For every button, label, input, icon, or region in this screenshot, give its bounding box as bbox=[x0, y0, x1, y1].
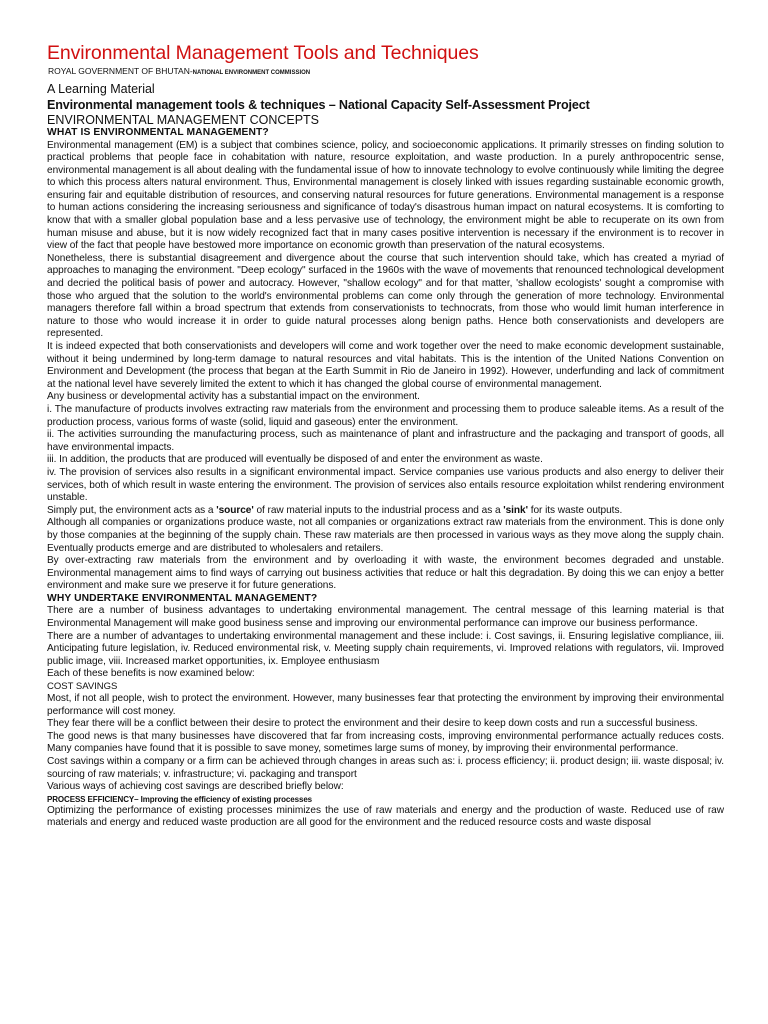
paragraph: Various ways of achieving cost savings are described briefly below: bbox=[47, 781, 344, 793]
text-run: for its waste outputs. bbox=[527, 504, 623, 516]
paragraph-source-sink bbox=[47, 505, 724, 518]
organization-line bbox=[48, 66, 724, 79]
paragraph: Cost savings within a company or a firm can be achieved through changes in areas such as: i. process efficiency; ii. product design; iii. waste disposal; iv. sourcing of raw materials; v. infrastructure; vi. packaging and transport bbox=[47, 755, 724, 780]
learning-material-label: A Learning Material bbox=[47, 82, 155, 96]
heading-cost-savings: COST SAVINGS bbox=[47, 680, 118, 692]
text-run: of raw material inputs to the industrial process and as a bbox=[253, 504, 504, 516]
paragraph: Although all companies or organizations produce waste, not all companies or organizations extract raw materials from the environment. This is done only by those companies at the beginning of the supply chain. These raw materials are then processed in various ways as they move along the supply chain. Eventually products emerge and are distributed to wholesalers and retailers. bbox=[47, 517, 724, 554]
paragraph: Most, if not all people, wish to protect the environment. However, many businesses fear that protecting the environment by improving their environmental performance will cost money. bbox=[47, 692, 724, 717]
paragraph: There are a number of business advantages to undertaking environmental management. The central message of this learning material is that Environmental Management will make good business sense and improving our environmental performance can improve our business performance. bbox=[47, 605, 724, 629]
paragraph: It is indeed expected that both conservationists and developers will come and work together over the need to make economic development sustainable, without it being undermined by long-term damage to natural resources and vital habitats. This is the intention of the United Nations Convention on Environment and Development (the process that began at the Earth Summit in Rio de Janeiro in 1992). However, underfunding and lack of commitment at the national level have severely limited the extent to which it has changed the global course of environmental management. bbox=[47, 341, 724, 390]
paragraph: They fear there will be a conflict between their desire to protect the environment and their desire to keep down costs and run a successful business. bbox=[47, 718, 698, 730]
paragraph: Nonetheless, there is substantial disagreement and divergence about the course that such intervention should take, which has created a myriad of approaches to managing the environment. "Deep ecology" surfaced in the 1960s with the wave of movements that renounced technological development and decried the political basis of power and autocracy. However, "shallow ecology" and for that matter, 'shallow ecologists' sought a compromise with those who argued that the solution to the world's environmental problems can come only through the generation of more technology. Environmental managers therefore fall within a broad spectrum that extends from conservationists to technocrats, from those who would limit human interference in nature to those who would increase it in order to guide natural processes along benign paths. Hence both conservationists and developers are represented. bbox=[47, 252, 724, 340]
subheading-tail: – Improving the efficiency of existing processes bbox=[134, 794, 313, 804]
heading-process-efficiency bbox=[47, 794, 724, 805]
document-title: Environmental Management Tools and Techniques bbox=[47, 42, 479, 64]
org-commission: NATIONAL ENVIRONMENT COMMISSION bbox=[192, 70, 311, 76]
heading-why-undertake: WHY UNDERTAKE ENVIRONMENTAL MANAGEMENT? bbox=[47, 592, 318, 604]
list-item: ii. The activities surrounding the manufacturing process, such as maintenance of plant and infrastructure and the packaging and transport of goods, all have environmental impacts. bbox=[47, 429, 724, 453]
list-item: iv. The provision of services also results in a significant environmental impact. Service companies use various products and also energy to deliver their services, both of which result in waste entering the environment. The provision of services also entails resource exploitation whilst rendering environment unstable. bbox=[47, 466, 724, 504]
text-run: Simply put, the environment acts as a bbox=[47, 504, 217, 516]
section-title: ENVIRONMENTAL MANAGEMENT CONCEPTS bbox=[47, 113, 320, 127]
heading-what-is-em: WHAT IS ENVIRONMENTAL MANAGEMENT? bbox=[47, 127, 269, 138]
paragraph: The good news is that many businesses have discovered that far from increasing costs, improving environmental performance actually reduces costs. Many companies have found that it is possible to save money, sometimes large sums of money, by improving their environmental performance. bbox=[47, 730, 724, 755]
subheading-label: PROCESS EFFICIENCY bbox=[47, 794, 135, 804]
paragraph: There are a number of advantages to undertaking environmental management and these include: i. Cost savings, ii. Ensuring legislative compliance, iii. Anticipating future legislation, iv. Reduced environmental risk, v. Meeting supply chain requirements, vi. Improved relations with regulators, vii. Improved public image, viii. Increased market opportunities, ix. Employee enthusiasm bbox=[47, 630, 724, 667]
paragraph: By over-extracting raw materials from the environment and by overloading it with waste, the environment becomes degraded and unstable. Environmental management aims to find ways of carrying out business activities that reduce or halt this degradation. By doing this we can enjoy a better environment and make sure we preserve it for future generations. bbox=[47, 555, 724, 592]
paragraph: Each of these benefits is now examined below: bbox=[47, 668, 255, 680]
source-term: 'source' bbox=[216, 504, 254, 516]
paragraph: Optimizing the performance of existing processes minimizes the use of raw materials and energy and the production of waste. Reduced use of raw materials and energy and reduced waste production are all good for the environment and the reduced resource costs and waste disposal bbox=[47, 804, 724, 829]
paragraph: Any business or developmental activity has a substantial impact on the environment. bbox=[47, 391, 420, 403]
paragraph: Environmental management (EM) is a subject that combines science, policy, and socioeconomic applications. It primarily stresses on finding solution to practical problems that people face in cohabitation with nature, resource exploitation, and waste production. In a purely anthropocentric sense, environmental management is all about dealing with the fundamental issue of how to innovate technology to evolve continuously while limiting the degree to which this process alters natural environment. Thus, Environmental management is closely linked with issues regarding sustainable economic growth, ensuring fair and equitable distribution of resources, and conserving natural resources for future generations. Environmental management is a response to human actions considering the increasing seriousness and significance of today's disastrous human impact on natural ecosystems. It is comforting to know that with a smaller global population base and a less pervasive use of technology, the environment might be able to recuperate on its own from human misuse and abuse, but it is now widely recognized fact that in many cases positive intervention is necessary if the environment is to recover in view of the fact that people have bestowed more importance on economic growth than preservation of the natural ecosystems. bbox=[47, 139, 724, 252]
list-item: iii. In addition, the products that are produced will eventually be disposed of and enter the environment as waste. bbox=[47, 454, 543, 466]
list-item: i. The manufacture of products involves extracting raw materials from the environment and processing them to produce saleable items. As a result of the production process, various forms of waste (solid, liquid and gaseous) enter the environment. bbox=[47, 403, 724, 428]
sink-term: 'sink' bbox=[503, 504, 528, 516]
project-title: Environmental management tools & techniques – National Capacity Self-Assessment Project bbox=[47, 98, 590, 112]
org-name: ROYAL GOVERNMENT OF BHUTAN- bbox=[48, 66, 193, 76]
